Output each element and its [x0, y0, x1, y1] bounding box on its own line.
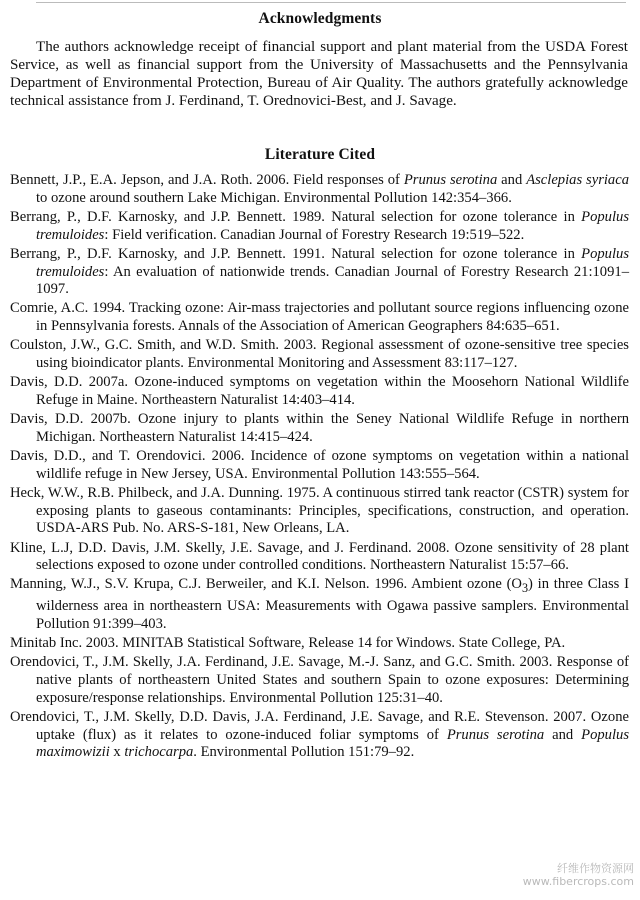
watermark — [523, 862, 634, 888]
reference-entry — [10, 540, 629, 575]
reference-entry — [10, 374, 629, 409]
reference-text: Berrang, P., D.F. Karnosky, and J.P. Bennett. 1991. Natural selection for ozone tolerance in — [10, 245, 582, 262]
reference-entry — [10, 300, 629, 335]
reference-entry — [10, 172, 629, 207]
species-name: trichocarpa — [124, 744, 194, 761]
top-rule — [36, 2, 626, 3]
reference-text: Davis, D.D. 2007a. Ozone-induced symptoms on vegetation within the Moosehorn National Wildlife Refuge in Maine. Northeastern Naturalist 14:403–414. — [10, 374, 629, 408]
reference-entry — [10, 209, 629, 244]
reference-text: Davis, D.D. 2007b. Ozone injury to plants within the Seney National Wildlife Refuge in northern Michigan. Northeastern Naturalist 14:415–424. — [10, 411, 629, 445]
reference-text: x — [109, 744, 125, 761]
reference-text: Bennett, J.P., E.A. Jepson, and J.A. Roth. 2006. Field responses of — [10, 172, 404, 188]
reference-entry — [10, 411, 629, 446]
reference-entry — [10, 337, 629, 372]
species-name: Populus tremuloides — [36, 208, 629, 243]
acknowledgments-heading: Acknowledgments — [258, 10, 382, 27]
reference-text: Manning, W.J., S.V. Krupa, C.J. Berweiler, and K.I. Nelson. 1996. Ambient ozone (O — [10, 576, 522, 593]
reference-text: and — [544, 726, 582, 743]
reference-text: Comrie, A.C. 1994. Tracking ozone: Air-mass trajectories and pollutant source regions influencing ozone in Pennsylvania forests. Annals of the Association of American Geographers 84:635–651. — [10, 300, 629, 335]
reference-text: . Environmental Pollution 151:79–92. — [193, 744, 415, 761]
acknowledgments-paragraph: The authors acknowledge receipt of financial support and plant material from the USDA Forest Service, as well as financial support from the University of Massachusetts and the Pennsylvania Department of Environmental Protection, Bureau of Air Quality. The authors gratefully acknowledge technical assistance from J. Ferdinand, T. Orednovici-Best, and J. Savage. — [10, 39, 628, 109]
reference-text: Heck, W.W., R.B. Philbeck, and J.A. Dunning. 1975. A continuous stirred tank reactor (CSTR) system for exposing plants to gaseous contaminants: Principles, specifications, construction, and operation. USDA-ARS Pub. No. ARS-S-181, New Orleans, LA. — [10, 484, 629, 537]
reference-text: Coulston, J.W., G.C. Smith, and W.D. Smith. 2003. Regional assessment of ozone-sensitive tree species using bioindicator plants. Environmental Monitoring and Assessment 83:117–127. — [10, 337, 629, 372]
reference-text: ) in three Class I wilderness area in northeastern USA: Measurements with Ogawa passive samplers. Environmental Pollution 91:399–403. — [36, 576, 629, 632]
reference-text: Orendovici, T., J.M. Skelly, J.A. Ferdinand, J.E. Savage, M.-J. Sanz, and G.C. Smith. 2003. Response of native plants of northeastern United States and southern Spain to ozone exposures: Determining exposure/response relationships. Environmental Pollution 125:31–40. — [10, 654, 629, 706]
species-name: Populus maximowizii — [36, 726, 629, 761]
reference-text: to ozone around southern Lake Michigan. Environmental Pollution 142:354–366. — [36, 189, 512, 206]
reference-text: : Field verification. Canadian Journal of Forestry Research 19:519–522. — [104, 226, 525, 243]
reference-text: Orendovici, T., J.M. Skelly, D.D. Davis, J.A. Ferdinand, J.E. Savage, and R.E. Stevenson. 2007. Ozone uptake (flux) as it relates to ozone-induced foliar symptoms of — [10, 708, 629, 743]
reference-text: Kline, L.J, D.D. Davis, J.M. Skelly, J.E. Savage, and J. Ferdinand. 2008. Ozone sensitivity of 28 plant selections exposed to ozone under controlled conditions. Northeastern Naturalist 15:57–66. — [10, 539, 629, 574]
reference-entry — [10, 448, 629, 483]
reference-text: and — [497, 172, 527, 188]
reference-entry — [10, 576, 629, 633]
reference-text: Minitab Inc. 2003. MINITAB Statistical Software, Release 14 for Windows. State College, PA. — [10, 634, 566, 651]
reference-text: Berrang, P., D.F. Karnosky, and J.P. Bennett. 1989. Natural selection for ozone tolerance in — [10, 208, 582, 225]
watermark-line-2: www.fibercrops.com — [522, 875, 634, 888]
species-name: Asclepias syriaca — [526, 172, 630, 188]
watermark-line-1: 纤维作物资源网 — [557, 862, 634, 875]
species-name: Populus tremuloides — [36, 245, 629, 280]
reference-text: : An evaluation of nationwide trends. Canadian Journal of Forestry Research 21:1091–1097. — [36, 263, 629, 298]
reference-entry — [10, 246, 629, 299]
reference-entry — [10, 709, 629, 762]
species-name: Prunus serotina — [403, 172, 498, 188]
reference-entry — [10, 485, 629, 538]
reference-entry — [10, 635, 629, 653]
species-name: Prunus serotina — [446, 726, 545, 743]
subscript: 3 — [521, 581, 529, 596]
reference-entry — [10, 654, 629, 707]
reference-text: Davis, D.D., and T. Orendovici. 2006. Incidence of ozone symptoms on vegetation within a national wildlife refuge in New Jersey, USA. Environmental Pollution 143:555–564. — [10, 448, 629, 482]
reference-list — [10, 172, 629, 763]
literature-cited-heading: Literature Cited — [264, 146, 376, 163]
